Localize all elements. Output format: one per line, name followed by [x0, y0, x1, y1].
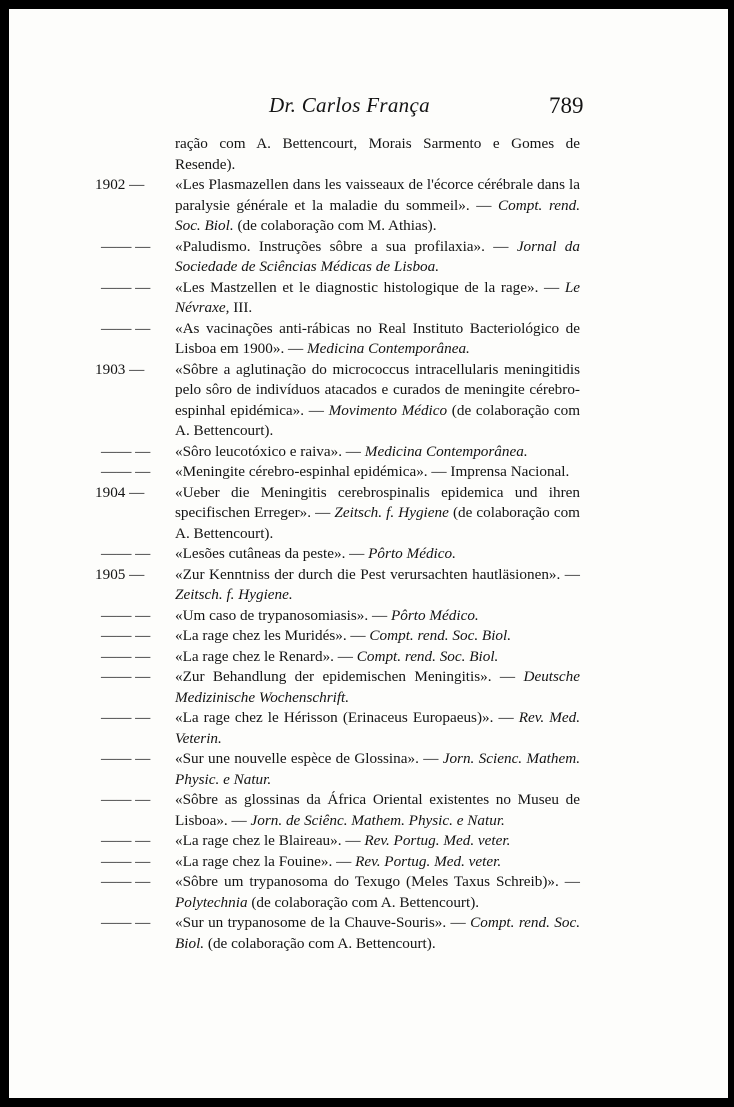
entry-source: Jorn. de Sciênc. Mathem. Physic. e Natur. [250, 811, 505, 829]
entry-title: «Sôbre um trypanosoma do Texugo (Meles Taxus Schreib)». — [175, 873, 580, 890]
entry-note: (de colaboração com M. Athias). [237, 217, 437, 234]
bibliography-entry [9, 667, 580, 708]
entry-source: Pôrto Médico. [368, 545, 456, 562]
bibliography-entry [9, 565, 580, 606]
bibliography-entry [9, 852, 580, 873]
entry-title: «Sôbre as glossinas da África Oriental existentes no Museu de Lisboa». — [175, 791, 580, 829]
bibliography-entry [9, 462, 580, 483]
entry-source: Pôrto Médico. [390, 606, 479, 624]
entry-source: Movimento Médico [328, 401, 448, 419]
bibliography-entry [9, 647, 580, 668]
entry-source: Compt. rend. Soc. Biol. [356, 647, 499, 665]
entry-ditto-dash: —— — [101, 237, 151, 255]
entry-ditto-dash: —— — [101, 627, 151, 644]
bibliography-entry [9, 237, 580, 278]
entry-title: «Sôbre a aglutinação do micrococcus intracellularis meningitidis pelo sôro de indivíduos atacados e curados de meningite cérebro-espinhal epidémica». — [175, 360, 580, 419]
entry-title: «Ueber die Meningitis cerebrospinalis epidemica und ihren specifischen Erreger». — [175, 483, 580, 521]
entry-source: Rev. Portug. Med. veter. [364, 832, 511, 849]
bibliography-entry [9, 319, 580, 360]
bibliography-entry [9, 790, 580, 831]
bibliography-entry [9, 442, 580, 463]
entry-source: Compt. rend. Soc. Biol. [175, 914, 580, 952]
entry-ditto-dash: —— — [101, 606, 151, 624]
entry-source: Zeitsch. f. Hygiene. [175, 586, 293, 603]
entry-title: «Zur Behandlung der epidemischen Meningitis». — [175, 668, 516, 685]
entry-title: «Um caso de trypanosomiasis». — [175, 606, 388, 624]
entry-source: Rev. Portug. Med. veter. [355, 852, 502, 870]
entry-title: «Sôro leucotóxico e raiva». — [175, 442, 361, 460]
running-header [9, 93, 728, 123]
bibliography-entry [9, 278, 580, 319]
bibliography-entry [9, 606, 580, 627]
bibliography-entry [9, 831, 580, 852]
entry-ditto-dash: —— — [101, 647, 151, 665]
entry-year: 1905 — [95, 565, 145, 583]
entry-title: «Sur un trypanosome de la Chauve-Souris». — [175, 914, 466, 931]
bibliography-entry [9, 544, 580, 565]
entry-title: «La rage chez le Renard». — [175, 647, 353, 665]
entry-source: Medicina Contemporânea. [307, 340, 470, 357]
entry-source: Polytechnia [175, 893, 248, 911]
entry-year: 1902 — [95, 176, 145, 193]
entry-note: (de colaboração com A. Bettencourt). [207, 934, 436, 952]
entry-ditto-dash: —— — [101, 750, 151, 767]
bibliography-entry [9, 175, 580, 237]
entry-note: (de colaboração com A. Bettencourt). [175, 504, 580, 542]
entry-title: «La rage chez le Blaireau». — [175, 832, 361, 849]
bibliography-entry [9, 708, 580, 749]
entry-title: «Sur une nouvelle espèce de Glossina». — [175, 750, 439, 767]
entry-source: Compt. rend. Soc. Biol. [369, 627, 512, 644]
entry-title: «Les Mastzellen et le diagnostic histologique de la rage». — [175, 278, 560, 296]
entry-source: Rev. Med. Veterin. [175, 709, 581, 747]
entry-year: 1904 — [95, 483, 145, 501]
bibliography-entry [9, 483, 580, 545]
entry-title: «Les Plasmazellen dans les vaisseaux de l'écorce cérébrale dans la paralysie générale et la maladie du sommeil». — [175, 176, 580, 214]
bibliography-list [9, 134, 728, 954]
bibliography-entry [9, 913, 580, 954]
bibliography-entry [9, 749, 580, 790]
bibliography-entry [9, 626, 580, 647]
entry-source: Zeitsch. f. Hygiene [334, 504, 449, 521]
entry-title: «La rage chez le Hérisson (Erinaceus Europaeus)». — [175, 709, 514, 726]
document-page [9, 9, 728, 1098]
entry-title: «As vacinações anti-rábicas no Real Instituto Bacteriológico de Lisboa em 1900». — [175, 319, 580, 357]
entry-source: Deutsche Medizinische Wochenschrift. [175, 668, 581, 706]
entry-note: III. [233, 299, 253, 316]
entry-ditto-dash: —— — [101, 319, 151, 337]
entry-title: «Meningite cérebro-espinhal epidémica». — Imprensa Nacional. [175, 463, 570, 480]
entry-source: Medicina Contemporânea. [364, 442, 528, 460]
entry-source: Le Névraxe, [175, 278, 580, 316]
entry-ditto-dash: —— — [101, 545, 151, 562]
entry-ditto-dash: —— — [101, 442, 151, 460]
entry-continuation [9, 134, 580, 175]
bibliography-entry [9, 872, 580, 913]
bibliography-entry [9, 360, 580, 442]
entry-title: «La rage chez la Fouine». — [175, 852, 352, 870]
entry-year: 1903 — [95, 360, 145, 378]
entry-source: Jorn. Scienc. Mathem. Physic. e Natur. [175, 750, 580, 788]
entry-title: «Lesões cutâneas da peste». — [175, 545, 365, 562]
entry-title: ração com A. Bettencourt, Morais Sarmento e Gomes de Resende). [175, 135, 580, 173]
page-number: 789 [549, 93, 584, 118]
entry-note: (de colaboração com A. Bettencourt). [175, 401, 581, 439]
entry-ditto-dash: —— — [101, 463, 151, 480]
entry-title: «Zur Kenntniss der durch die Pest verursachten hautläsionen». — [175, 565, 580, 583]
entry-ditto-dash: —— — [101, 791, 151, 808]
entry-ditto-dash: —— — [101, 832, 151, 849]
running-title: Dr. Carlos França [269, 93, 430, 117]
entry-source: Compt. rend. Soc. Biol. [175, 196, 581, 234]
entry-ditto-dash: —— — [101, 709, 151, 726]
entry-ditto-dash: —— — [101, 852, 151, 870]
entry-ditto-dash: —— — [101, 914, 151, 931]
entry-ditto-dash: —— — [101, 873, 151, 890]
entry-ditto-dash: —— — [101, 668, 151, 685]
entry-source: Jornal da Sociedade de Sciências Médicas de Lisboa. [175, 237, 580, 275]
entry-note: (de colaboração com A. Bettencourt). [251, 893, 480, 911]
entry-title: «La rage chez les Muridés». — [175, 627, 366, 644]
entry-title: «Paludismo. Instruções sôbre a sua profilaxia». — [175, 237, 509, 255]
entry-ditto-dash: —— — [101, 278, 151, 296]
